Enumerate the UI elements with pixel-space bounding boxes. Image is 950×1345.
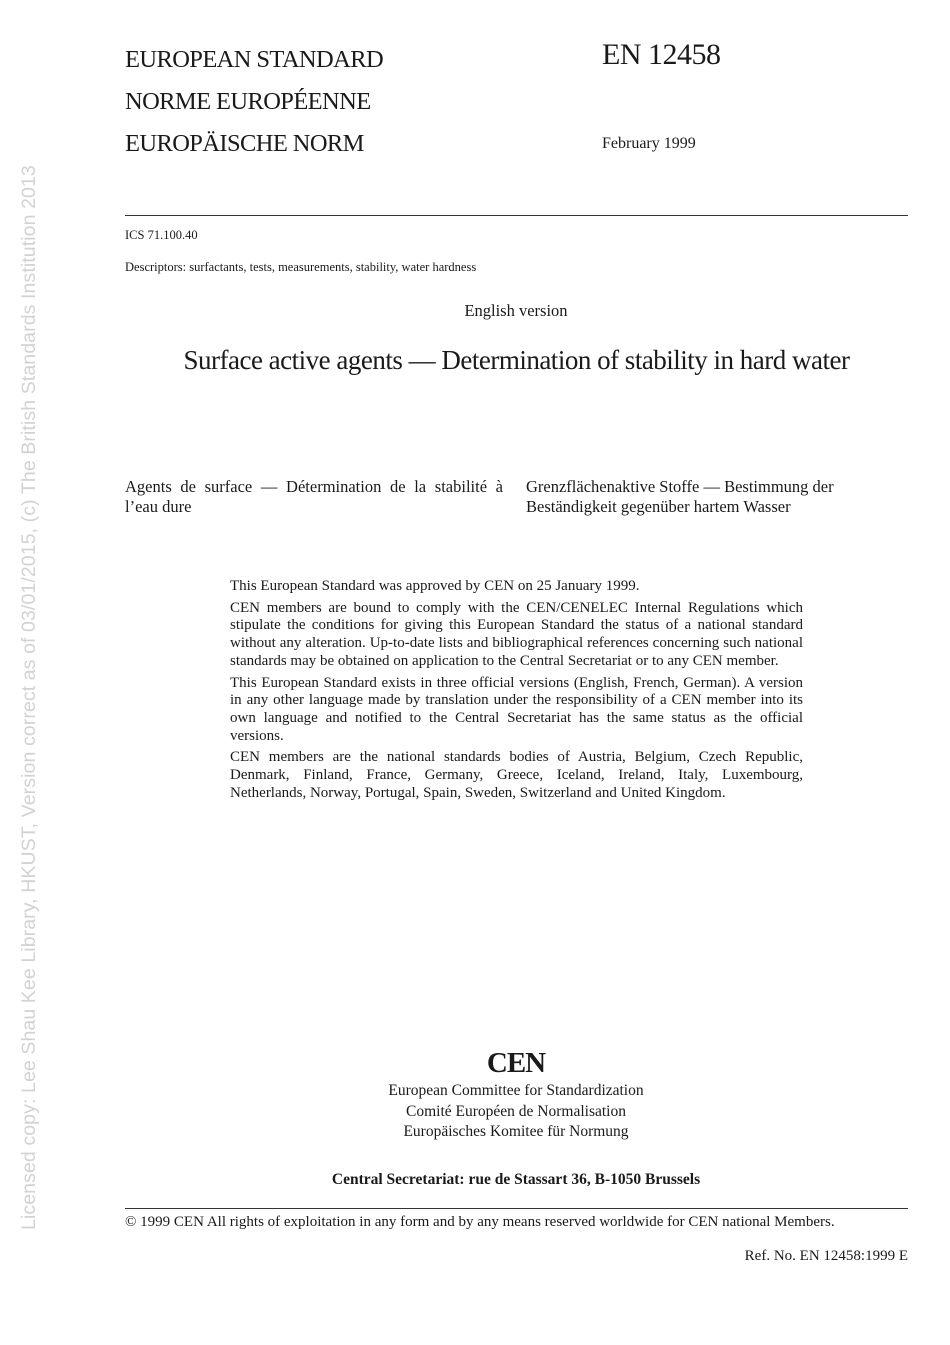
approval-paragraph: CEN members are bound to comply with the CEN/CENELEC Internal Regulations which stipulate the conditions for giving this European Standard the status of a national standard without any alteration. Up-to-date lists and bibliographical references concerning such national standards may be obtained on application to the Central Secretariat or to any CEN member. <box>230 599 803 669</box>
ics-code: ICS 71.100.40 <box>125 228 198 242</box>
cen-organization-block <box>0 1045 950 1143</box>
publication-date: February 1999 <box>602 135 696 152</box>
central-secretariat-address: Central Secretariat: rue de Stassart 36, B-1050 Brussels <box>331 1171 701 1188</box>
descriptors: Descriptors: surfactants, tests, measurements, stability, water hardness <box>125 260 477 274</box>
french-title: Agents de surface — Détermination de la stabilité à l’eau dure <box>125 477 503 516</box>
approval-paragraph: This European Standard exists in three official versions (English, French, German). A version in any other language made by translation under the responsibility of a CEN member into its own language and notified to the Central Secretariat has the same status as the official versions. <box>230 674 803 744</box>
header-line-german: EUROPÄISCHE NORM <box>125 130 364 157</box>
german-title: Grenzflächenaktive Stoffe — Bestimmung der Beständigkeit gegenüber hartem Wasser <box>526 477 834 516</box>
approval-statement <box>230 578 803 806</box>
licensed-copy-watermark: Licensed copy: Lee Shau Kee Library, HKUST, Version correct as of 03/01/2015, (c) The British Standards Institution 2013 <box>18 165 40 1230</box>
standard-number: EN 12458 <box>602 38 721 71</box>
document-title: Surface active agents — Determination of stability in hard water <box>183 345 850 375</box>
cen-name-french: Comité Européen de Normalisation <box>406 1102 626 1120</box>
approval-paragraph: CEN members are the national standards bodies of Austria, Belgium, Czech Republic, Denmark, Finland, France, Germany, Greece, Iceland, Ireland, Italy, Luxembourg, Netherlands, Norway, Portugal, Spain, Sweden, Switzerland and United Kingdom. <box>230 749 803 801</box>
header-line-english: EUROPEAN STANDARD <box>125 46 384 73</box>
cen-logo: CEN <box>486 1047 546 1079</box>
language-version: English version <box>464 301 568 320</box>
approval-paragraph: This European Standard was approved by CEN on 25 January 1999. <box>230 578 640 594</box>
header-divider <box>125 215 908 216</box>
cen-name-german: Europäisches Komitee für Normung <box>403 1123 629 1141</box>
reference-number: Ref. No. EN 12458:1999 E <box>744 1248 908 1264</box>
header-line-french: NORME EUROPÉENNE <box>125 88 371 115</box>
footer-divider <box>125 1208 908 1209</box>
cen-name-english: European Committee for Standardization <box>388 1082 644 1099</box>
copyright-notice: © 1999 CEN All rights of exploitation in any form and by any means reserved worldwide for CEN national Members. <box>125 1214 835 1230</box>
